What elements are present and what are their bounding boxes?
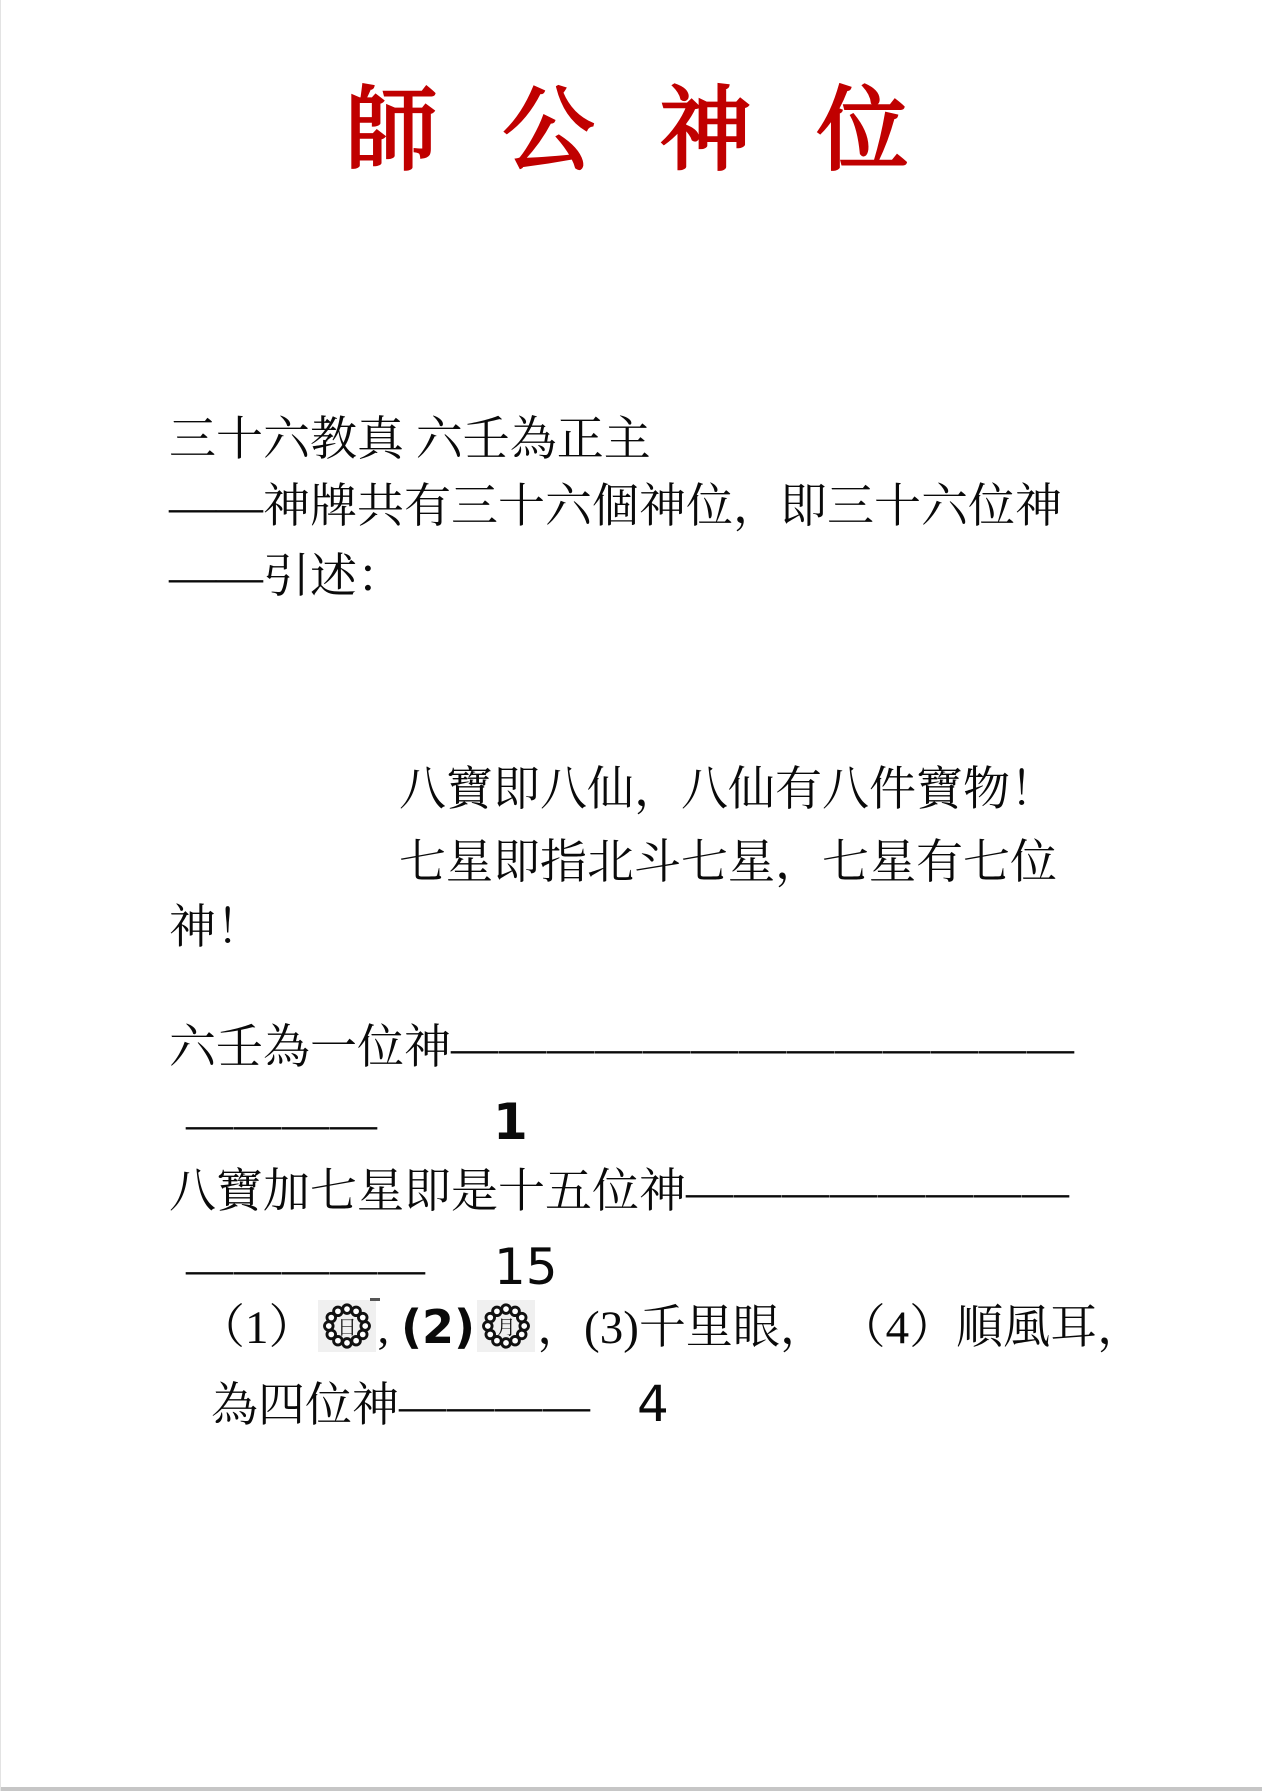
- tally-row-3: [211, 1374, 669, 1434]
- tally-row-1-dashes: —————————————: [451, 1022, 1075, 1074]
- quote-line-1: 八寶即八仙，八仙有八件寶物！: [399, 764, 1057, 816]
- moon-seal-icon: [477, 1300, 535, 1352]
- intro-line-1: 三十六教真 六壬為正主: [169, 414, 651, 466]
- tally-row-2-cont-dashes: —————: [186, 1243, 426, 1295]
- tally-row-1-continuation: [186, 1092, 528, 1152]
- tally-row-3-text: 為四位神: [211, 1380, 399, 1432]
- svg-text:月: 月: [496, 1318, 516, 1340]
- tally-row-2-text: 八寶加七星即是十五位神: [169, 1166, 686, 1218]
- sun-seal-icon: [318, 1300, 376, 1352]
- list-rest: ，(3)千里眼， （4）順風耳，: [537, 1302, 1145, 1354]
- tally-row-2: [169, 1164, 1070, 1220]
- tally-row-1-cont-dashes: ————: [186, 1098, 378, 1150]
- tally-row-1-value: 1: [493, 1093, 528, 1151]
- page-title: 師 公 神 位: [345, 80, 919, 182]
- list-item-1-label: （1）: [198, 1302, 316, 1354]
- sun-seal-tick: [370, 1298, 380, 1301]
- tally-row-3-dashes: ————: [399, 1380, 591, 1432]
- list-item-2-label: (2): [401, 1300, 476, 1354]
- tally-row-1: [169, 1020, 1075, 1076]
- tally-row-3-value: 4: [637, 1375, 669, 1433]
- tally-row-2-dashes: ————————: [686, 1166, 1070, 1218]
- tally-row-2-value: 15: [494, 1238, 558, 1296]
- quote-line-2: 七星即指北斗七星，七星有七位: [399, 837, 1057, 889]
- intro-line-2: ——神牌共有三十六個神位，即三十六位神: [169, 481, 1062, 533]
- svg-text:日: 日: [336, 1318, 357, 1340]
- deity-list-line: [198, 1300, 1144, 1358]
- tally-row-2-continuation: [186, 1237, 558, 1297]
- intro-line-3: ——引述：: [169, 551, 404, 603]
- quote-line-3: 神！: [169, 902, 263, 954]
- tally-row-1-text: 六壬為一位神: [169, 1022, 451, 1074]
- list-sep-1: ,: [377, 1302, 401, 1354]
